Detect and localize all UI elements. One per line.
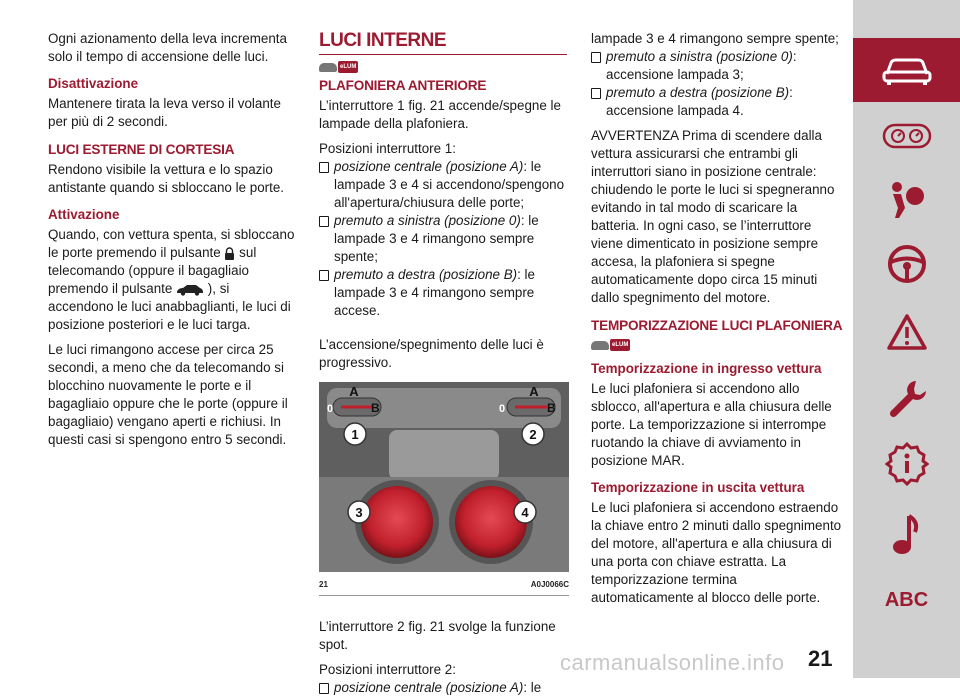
list-item — [591, 84, 843, 120]
section-heading: Temporizzazione in uscita vettura — [591, 480, 805, 495]
paragraph: Le luci plafoniera si accendono estraendo la chiave entro 2 minuti dallo spegnimento del motore, all'apertura e alla chiusura di una porta con chiave estratta. La temporizzazione termina automaticamente al blocco delle porte. — [591, 500, 842, 605]
page-number: 21 — [808, 646, 833, 671]
list-item — [319, 212, 569, 266]
sidebar-item-index[interactable] — [853, 568, 960, 632]
text: ), si accendono le luci anabbaglianti, le luci di posizione posteriori e le luci targa. — [48, 281, 291, 332]
car-icon — [591, 341, 609, 350]
chapter-sidebar — [853, 0, 960, 678]
lock-icon — [224, 247, 235, 260]
label-a-left: A — [349, 384, 359, 399]
info-icon — [885, 442, 929, 486]
elum-label: eLUM — [338, 61, 358, 73]
checkbox-bullet-icon — [319, 162, 329, 173]
sidebar-item-technical-data[interactable] — [853, 432, 960, 496]
checkbox-bullet-icon — [591, 88, 601, 99]
sidebar-item-maintenance[interactable] — [853, 366, 960, 430]
sidebar-item-safety[interactable] — [853, 168, 960, 232]
list-item — [319, 158, 569, 212]
checkbox-bullet-icon — [319, 216, 329, 227]
warning-icon — [886, 313, 928, 351]
list-item — [319, 266, 569, 320]
wrench-icon — [886, 377, 928, 419]
ceiling-light-illustration — [319, 382, 569, 572]
option-text: : accensione lampada 4. — [606, 85, 793, 118]
option-label: premuto a sinistra (posizione 0) — [334, 213, 521, 228]
text: Quando, con vettura spenta, si sbloccano le porte premendo il pulsante — [48, 227, 295, 260]
column-2 — [319, 30, 569, 697]
paragraph: Rendono visibile la vettura e lo spazio antistante quando si sbloccano le porte. — [48, 162, 284, 195]
label-a-right: A — [529, 384, 539, 399]
option-text: : le lampade 3 e 4 rimangono sempre spente; — [334, 213, 539, 264]
dashboard-icon — [882, 123, 932, 149]
abc-label: ABC — [884, 588, 929, 611]
car-icon — [319, 63, 337, 72]
label-b-right: B — [547, 401, 556, 415]
sidebar-item-dashboard[interactable] — [853, 104, 960, 168]
list-item — [591, 48, 843, 84]
paragraph: L’interruttore 1 fig. 21 accende/spegne le lampade della plafoniera. — [319, 98, 561, 131]
paragraph: Le luci rimangono accese per circa 25 secondi, a meno che da telecomando si blocchino nuovamente le porte e il bagagliaio oppure che le porte (oppure il bagagliaio) vengano aperti e richiusi. In questi casi si spengono entro 5 secondi. — [48, 342, 288, 447]
option-text: : le — [523, 680, 542, 695]
section-heading: Disattivazione — [48, 76, 139, 91]
section-heading: TEMPORIZZAZIONE LUCI PLAFONIERA — [591, 318, 843, 333]
section-heading: PLAFONIERA ANTERIORE — [319, 78, 487, 93]
list-item — [319, 679, 569, 697]
option-label: premuto a destra (posizione B) — [334, 267, 518, 282]
elum-badge — [591, 339, 843, 351]
option-text: : accensione lampada 3; — [606, 49, 797, 82]
option-text: : le lampade 3 e 4 rimangono sempre accese. — [334, 267, 535, 318]
chapter-title: LUCI INTERNE — [319, 30, 446, 51]
figure-21 — [319, 382, 569, 572]
label-0-right: 0 — [499, 403, 506, 415]
label-0-left: 0 — [327, 403, 334, 415]
label-b-left: B — [371, 401, 380, 415]
paragraph: lampade 3 e 4 rimangono sempre spente; — [591, 31, 839, 46]
section-heading: Attivazione — [48, 207, 120, 222]
option-label: premuto a destra (posizione B) — [606, 85, 790, 100]
paragraph: Posizioni interruttore 2: — [319, 662, 456, 677]
figure-code: A0J0066C — [530, 580, 569, 589]
option-label: posizione centrale (posizione A) — [334, 159, 524, 174]
option-text: : le lampade 3 e 4 si accendono/spengono all'apertura/chiusura delle porte; — [334, 159, 565, 210]
paragraph — [48, 226, 296, 334]
callout-2: 2 — [529, 427, 537, 442]
music-icon — [891, 512, 923, 556]
paragraph: Le luci plafoniera si accendono allo sblocco, all'apertura e alla chiusura delle porte. La temporizzazione si interrompe ruotando la chiave di avviamento in posizione MAR. — [591, 381, 832, 468]
callout-1: 1 — [351, 427, 359, 442]
title-rule — [319, 54, 567, 55]
checkbox-bullet-icon — [319, 270, 329, 281]
sidebar-item-multimedia[interactable] — [853, 502, 960, 566]
section-heading: Temporizzazione in ingresso vettura — [591, 361, 822, 376]
option-label: posizione centrale (posizione A) — [334, 680, 524, 695]
figure-number: 21 — [319, 580, 328, 589]
paragraph: L’interruttore 2 fig. 21 svolge la funzione spot. — [319, 619, 556, 652]
checkbox-bullet-icon — [591, 52, 601, 63]
car-icon — [881, 54, 933, 86]
watermark: carmanualsonline.info — [560, 650, 785, 675]
paragraph: Ogni azionamento della leva incrementa solo il tempo di accensione delle luci. — [48, 31, 287, 64]
car-trunk-icon — [176, 283, 204, 296]
option-label: premuto a sinistra (posizione 0) — [606, 49, 793, 64]
checkbox-bullet-icon — [319, 683, 329, 694]
section-heading: LUCI ESTERNE DI CORTESIA — [48, 142, 235, 157]
elum-label: eLUM — [610, 339, 630, 351]
column-3 — [591, 30, 843, 614]
figure-caption — [319, 576, 569, 596]
paragraph: L’accensione/spegnimento delle luci è progressivo. — [319, 337, 544, 370]
text: sul telecomando (oppure il bagagliaio premendo il pulsante — [48, 245, 257, 296]
sidebar-item-car[interactable] — [853, 38, 960, 102]
column-1 — [48, 30, 296, 456]
callout-4: 4 — [521, 505, 529, 520]
warning-paragraph: AVVERTENZA Prima di scendere dalla vettura assicurarsi che entrambi gli interruttori siano in posizione centrale: chiudendo le porte le luci si spegneranno evitando in tal modo di scaricare la batteria. In ogni caso, se l’interruttore viene dimenticato in posizione sempre accesa, la plafoniera si spegne automaticamente dopo circa 15 minuti dallo spegnimento del motore. — [591, 128, 835, 305]
callout-3: 3 — [355, 505, 363, 520]
sidebar-item-driving[interactable] — [853, 232, 960, 296]
sidebar-item-warnings[interactable] — [853, 300, 960, 364]
steering-wheel-icon — [886, 243, 928, 285]
airbag-icon — [885, 180, 929, 220]
paragraph: Mantenere tirata la leva verso il volante per più di 2 secondi. — [48, 96, 281, 129]
paragraph: Posizioni interruttore 1: — [319, 141, 456, 156]
elum-badge — [319, 61, 569, 73]
